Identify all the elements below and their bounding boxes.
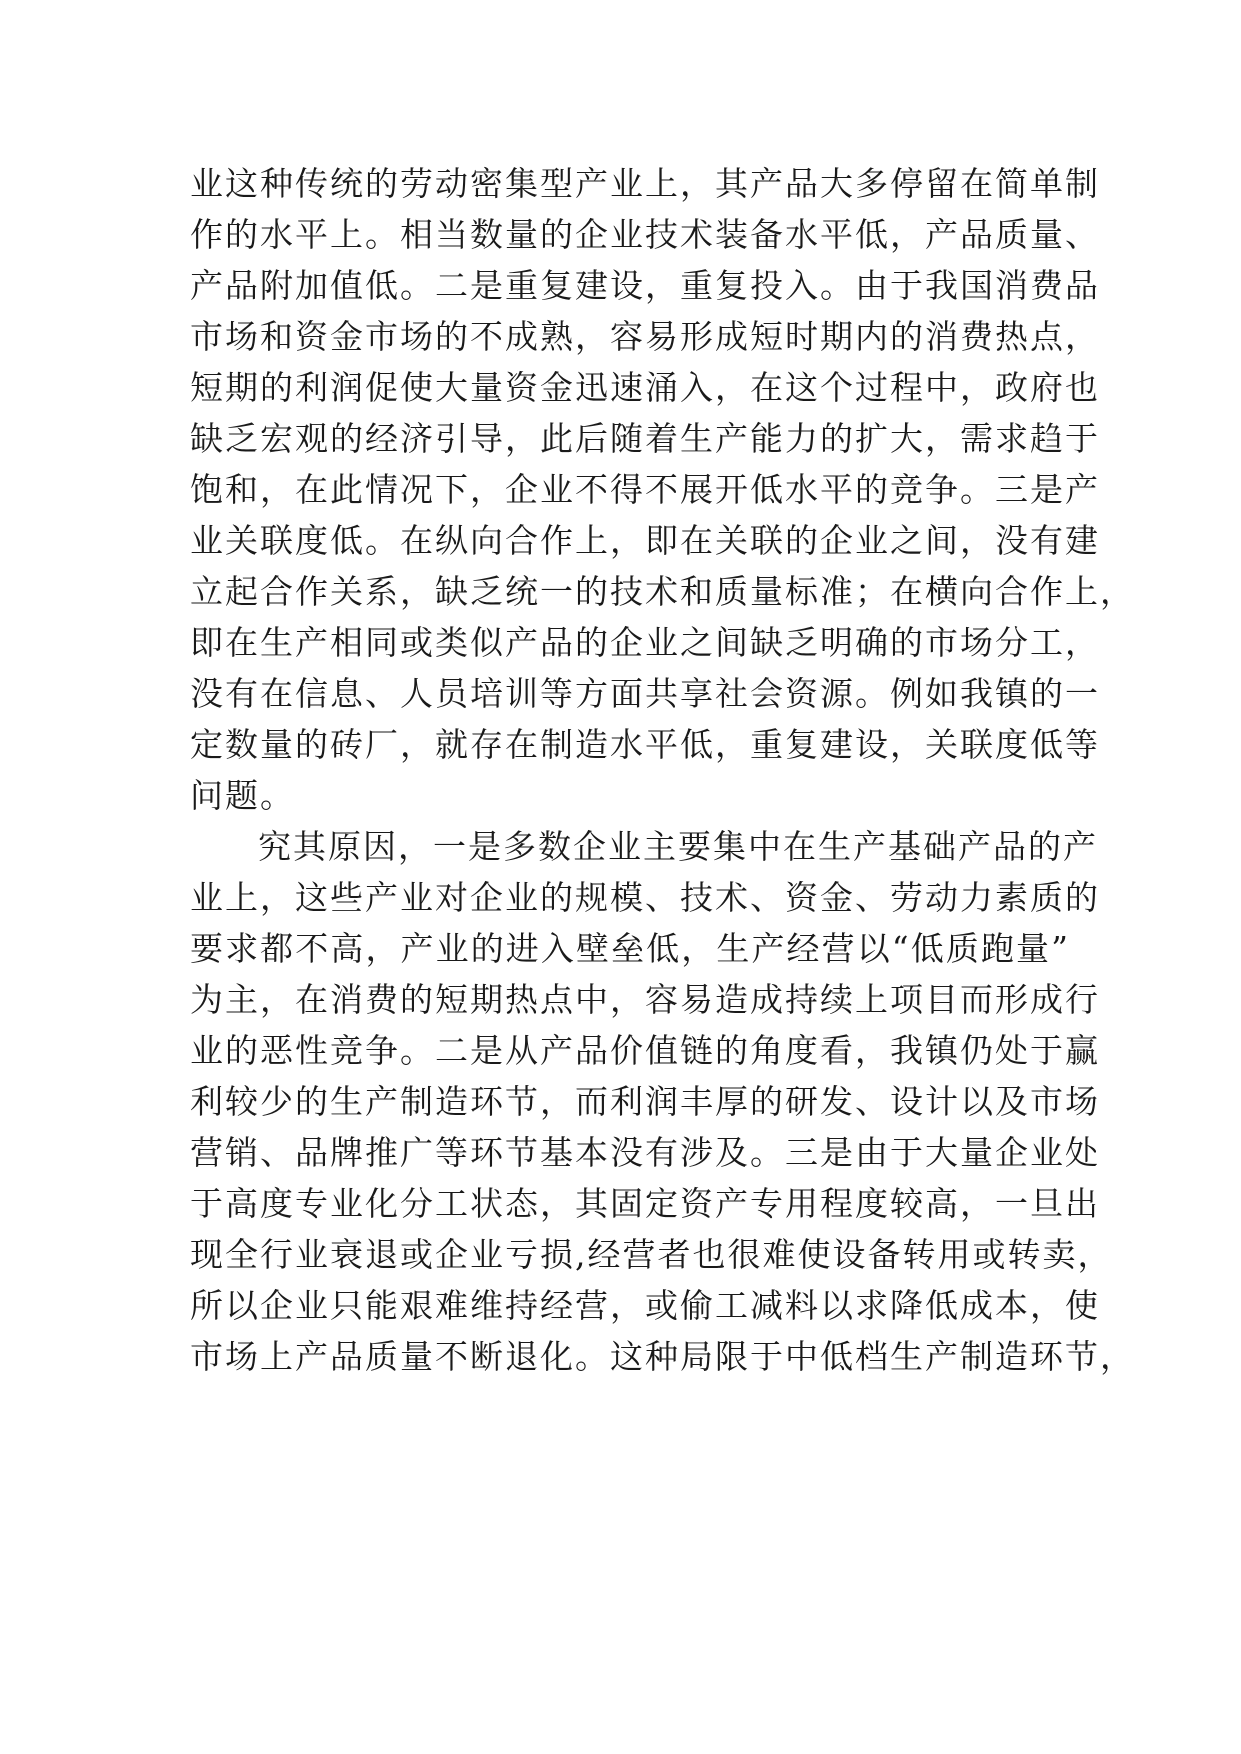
text-line: 业这种传统的劳动密集型产业上，其产品大多停留在简单制: [190, 164, 1100, 203]
text-line: 即在生产相同或类似产品的企业之间缺乏明确的市场分工，: [190, 623, 1100, 662]
text-line: 业关联度低。在纵向合作上，即在关联的企业之间，没有建: [190, 521, 1100, 560]
paragraph-2: [190, 821, 1135, 1382]
document-body: [190, 158, 1135, 1382]
text-line: 作的水平上。相当数量的企业技术装备水平低，产品质量、: [190, 215, 1100, 254]
text-line: 市场和资金市场的不成熟，容易形成短时期内的消费热点，: [190, 317, 1100, 356]
text-line: 问题。: [190, 776, 295, 815]
text-line: 于高度专业化分工状态，其固定资产专用程度较高，一旦出: [190, 1184, 1100, 1223]
text-line: 没有在信息、人员培训等方面共享社会资源。例如我镇的一: [190, 674, 1100, 713]
text-line: 饱和，在此情况下，企业不得不展开低水平的竞争。三是产: [190, 470, 1100, 509]
text-line: 究其原因，一是多数企业主要集中在生产基础产品的产: [258, 827, 1098, 866]
text-line: 营销、品牌推广等环节基本没有涉及。三是由于大量企业处: [190, 1133, 1100, 1172]
text-line: 短期的利润促使大量资金迅速涌入，在这个过程中，政府也: [190, 368, 1100, 407]
paragraph-1: [190, 158, 1135, 821]
text-line: 所以企业只能艰难维持经营，或偷工减料以求降低成本，使: [190, 1286, 1100, 1325]
text-line: 产品附加值低。二是重复建设，重复投入。由于我国消费品: [190, 266, 1100, 305]
text-line: 立起合作关系，缺乏统一的技术和质量标准；在横向合作上，: [190, 572, 1135, 611]
text-line: 定数量的砖厂，就存在制造水平低，重复建设，关联度低等: [190, 725, 1100, 764]
text-line: 业上，这些产业对企业的规模、技术、资金、劳动力素质的: [190, 878, 1100, 917]
text-line: 市场上产品质量不断退化。这种局限于中低档生产制造环节，: [190, 1337, 1135, 1376]
text-line: 为主，在消费的短期热点中，容易造成持续上项目而形成行: [190, 980, 1100, 1019]
text-line: 要求都不高，产业的进入壁垒低，生产经营以“低质跑量”: [190, 929, 1070, 968]
text-line: 缺乏宏观的经济引导，此后随着生产能力的扩大，需求趋于: [190, 419, 1100, 458]
text-line: 利较少的生产制造环节，而利润丰厚的研发、设计以及市场: [190, 1082, 1100, 1121]
text-line: 现全行业衰退或企业亏损,经营者也很难使设备转用或转卖，: [190, 1235, 1113, 1274]
text-line: 业的恶性竞争。二是从产品价值链的角度看，我镇仍处于赢: [190, 1031, 1100, 1070]
